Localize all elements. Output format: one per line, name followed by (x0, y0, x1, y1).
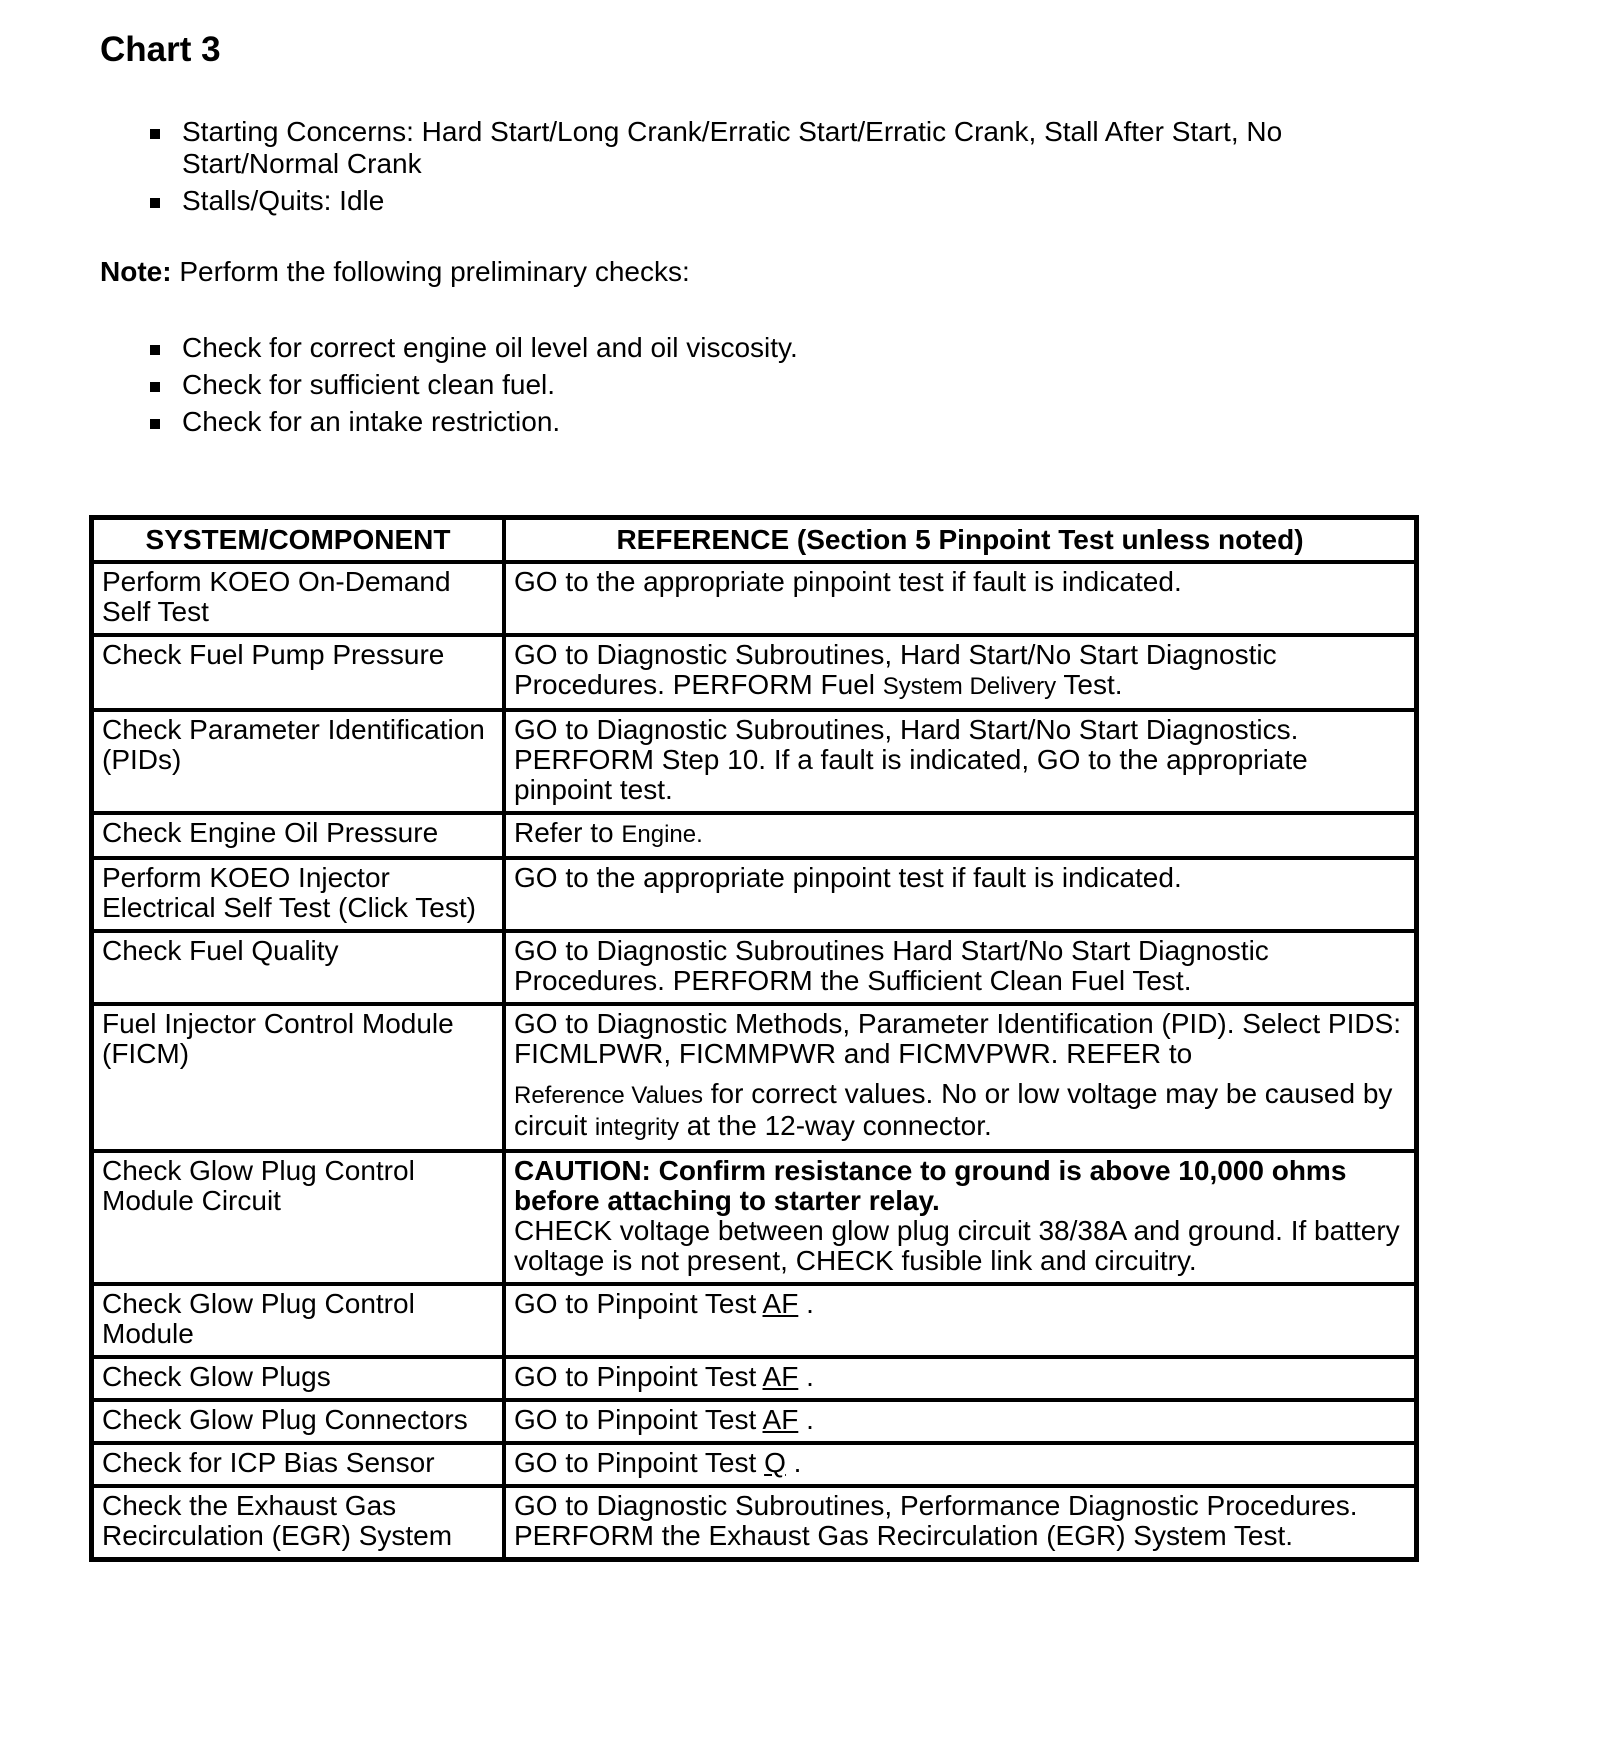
preliminary-checks-list (150, 332, 1350, 443)
reference-values-link[interactable]: Reference Values (514, 1082, 703, 1109)
table-row (92, 635, 1416, 710)
table-row (92, 1004, 1416, 1151)
caution-text: CAUTION: Confirm resistance to ground is above 10,000 ohms before attaching to starter relay. (514, 1155, 1347, 1216)
component-cell: Perform KOEO Injector Electrical Self Test (Click Test) (92, 858, 504, 931)
column-header: REFERENCE (Section 5 Pinpoint Test unless noted) (504, 518, 1416, 562)
component-cell: Check for ICP Bias Sensor (92, 1443, 504, 1486)
reference-cell: GO to Pinpoint Test Q . (504, 1443, 1416, 1486)
table-row (92, 858, 1416, 931)
table-row (92, 1443, 1416, 1486)
component-cell: Check Fuel Quality (92, 931, 504, 1004)
reference-cell: GO to the appropriate pinpoint test if fault is indicated. (504, 562, 1416, 635)
reference-cell: CAUTION: Confirm resistance to ground is above 10,000 ohms before attaching to starter relay. CHECK voltage between glow plug circuit 38/38A and ground. If battery voltage is not present, CHECK fusible link and circuitry. (504, 1151, 1416, 1284)
list-item: Check for sufficient clean fuel. (150, 369, 1350, 401)
pinpoint-test-link[interactable]: Q (764, 1447, 786, 1478)
list-item: Stalls/Quits: Idle (150, 185, 1350, 217)
bullet-square-icon (150, 419, 160, 429)
table-row (92, 1284, 1416, 1357)
note-text: Perform the following preliminary checks: (171, 256, 690, 287)
table-row (92, 562, 1416, 635)
diagnostic-table (89, 515, 1419, 1562)
reference-cell: GO to Diagnostic Methods, Parameter Identification (PID). Select PIDS: FICMLPWR, FICMMPWR and FICMVPWR. REFER to Reference Values for correct values. No or low voltage may be caused by circuit integrity at the 12-way connector. (504, 1004, 1416, 1151)
reference-cell: GO to Pinpoint Test AF . (504, 1284, 1416, 1357)
table-row (92, 710, 1416, 813)
reference-cell: GO to Diagnostic Subroutines, Hard Start/No Start Diagnostic Procedures. PERFORM Fuel System Delivery Test. (504, 635, 1416, 710)
bullet-square-icon (150, 198, 160, 208)
component-cell: Check Glow Plug Control Module (92, 1284, 504, 1357)
column-header: SYSTEM/COMPONENT (92, 518, 504, 562)
concerns-list (150, 116, 1350, 222)
table-row (92, 931, 1416, 1004)
reference-cell: GO to Pinpoint Test AF . (504, 1357, 1416, 1400)
bullet-square-icon (150, 382, 160, 392)
engine-link[interactable]: Engine. (621, 821, 703, 848)
note-label: Note: (100, 256, 172, 287)
reference-cell: GO to Diagnostic Subroutines, Performance Diagnostic Procedures. PERFORM the Exhaust Gas Recirculation (EGR) System Test. (504, 1486, 1416, 1559)
component-cell: Check Parameter Identification (PIDs) (92, 710, 504, 813)
pinpoint-test-link[interactable]: AF (762, 1288, 799, 1319)
reference-cell: GO to the appropriate pinpoint test if fault is indicated. (504, 858, 1416, 931)
component-cell: Check Glow Plug Connectors (92, 1400, 504, 1443)
list-item: Starting Concerns: Hard Start/Long Crank/Erratic Start/Erratic Crank, Stall After Start, No Start/Normal Crank (150, 116, 1350, 180)
reference-cell: GO to Diagnostic Subroutines, Hard Start/No Start Diagnostics. PERFORM Step 10. If a fault is indicated, GO to the appropriate pinpoint test. (504, 710, 1416, 813)
component-cell: Check Fuel Pump Pressure (92, 635, 504, 710)
component-cell: Check the Exhaust Gas Recirculation (EGR) System (92, 1486, 504, 1559)
component-cell: Perform KOEO On-Demand Self Test (92, 562, 504, 635)
component-cell: Check Engine Oil Pressure (92, 813, 504, 858)
component-cell: Check Glow Plugs (92, 1357, 504, 1400)
table-row (92, 1486, 1416, 1559)
pinpoint-test-link[interactable]: AF (762, 1361, 799, 1392)
note (100, 256, 690, 288)
bullet-square-icon (150, 345, 160, 355)
table-row (92, 1151, 1416, 1284)
list-item: Check for an intake restriction. (150, 406, 1350, 438)
pinpoint-test-link[interactable]: AF (762, 1404, 799, 1435)
reference-cell: GO to Pinpoint Test AF . (504, 1400, 1416, 1443)
table-row (92, 1400, 1416, 1443)
bullet-square-icon (150, 129, 160, 139)
list-item: Check for correct engine oil level and oil viscosity. (150, 332, 1350, 364)
table-row (92, 813, 1416, 858)
table-row (92, 1357, 1416, 1400)
component-cell: Fuel Injector Control Module (FICM) (92, 1004, 504, 1151)
reference-cell: GO to Diagnostic Subroutines Hard Start/No Start Diagnostic Procedures. PERFORM the Sufficient Clean Fuel Test. (504, 931, 1416, 1004)
page-title: Chart 3 (100, 30, 221, 69)
component-cell: Check Glow Plug Control Module Circuit (92, 1151, 504, 1284)
reference-cell: Refer to Engine. (504, 813, 1416, 858)
table-header-row (92, 518, 1416, 562)
